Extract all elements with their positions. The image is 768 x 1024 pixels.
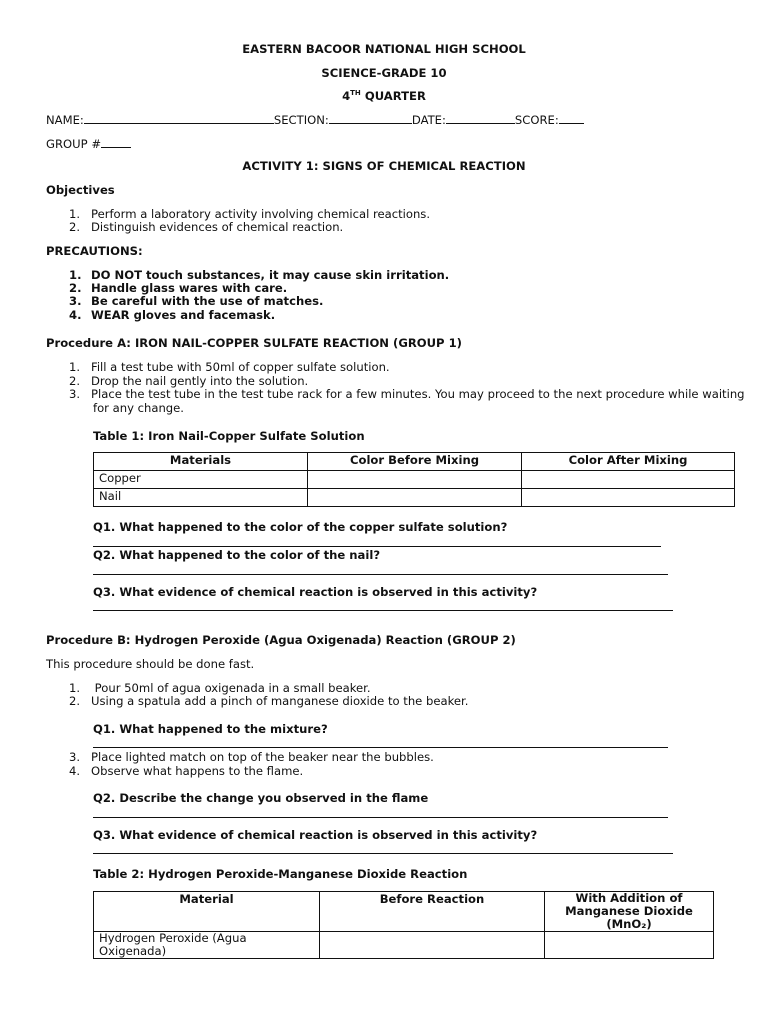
table-header: Color Before Mixing: [308, 453, 522, 471]
procedure-b-question-1: Q1. What happened to the mixture?: [93, 722, 328, 736]
activity-title: ACTIVITY 1: SIGNS OF CHEMICAL REACTION: [242, 159, 526, 173]
procedure-b-step: 4. Observe what happens to the flame.: [69, 764, 304, 778]
table-1-title: Table 1: Iron Nail-Copper Sulfate Solution: [93, 429, 365, 443]
school-name: EASTERN BACOOR NATIONAL HIGH SCHOOL: [242, 42, 526, 56]
table-cell[interactable]: [522, 471, 735, 489]
group-line: [46, 137, 131, 151]
table-cell: Nail: [94, 489, 308, 507]
procedure-a-question-1: Q1. What happened to the color of the copper sulfate solution?: [93, 520, 508, 534]
precaution-item: 4. WEAR gloves and facemask.: [69, 308, 276, 322]
precaution-item: 3. Be careful with the use of matches.: [69, 294, 324, 308]
date-field[interactable]: [446, 113, 515, 124]
table-header: Materials: [94, 453, 308, 471]
procedure-a-question-3: Q3. What evidence of chemical reaction is observed in this activity?: [93, 585, 538, 599]
section-field[interactable]: [329, 113, 412, 124]
name-label: NAME:: [46, 113, 84, 127]
table-header: With Addition of Manganese Dioxide (MnO₂): [545, 892, 714, 932]
subject-grade: SCIENCE-GRADE 10: [321, 66, 447, 80]
quarter-title: [0, 89, 768, 103]
procedure-b-step: 2. Using a spatula add a pinch of manganese dioxide to the beaker.: [69, 694, 469, 708]
procedure-a-question-2: Q2. What happened to the color of the nail?: [93, 548, 381, 562]
table-row: [94, 471, 735, 489]
precautions-heading: PRECAUTIONS:: [46, 244, 143, 258]
student-info-line: [46, 113, 584, 127]
table-cell[interactable]: [320, 932, 545, 959]
procedure-a-step-continued: for any change.: [93, 401, 184, 415]
table-2-title: Table 2: Hydrogen Peroxide-Manganese Dioxide Reaction: [93, 867, 468, 881]
table-2: [93, 891, 714, 959]
procedure-a-step: 3. Place the test tube in the test tube rack for a few minutes. You may proceed to the next procedure while waiting: [69, 387, 745, 401]
quarter-word: QUARTER: [364, 89, 426, 103]
procedure-b-step: 3. Place lighted match on top of the beaker near the bubbles.: [69, 750, 434, 764]
date-label: DATE:: [411, 113, 446, 127]
procedure-b-heading: Procedure B: Hydrogen Peroxide (Agua Oxigenada) Reaction (GROUP 2): [46, 633, 516, 647]
section-label: SECTION:: [273, 113, 329, 127]
table-cell[interactable]: [308, 471, 522, 489]
table-cell[interactable]: [522, 489, 735, 507]
answer-line[interactable]: [93, 747, 668, 748]
answer-line[interactable]: [93, 610, 673, 611]
score-label: SCORE:: [514, 113, 559, 127]
table-cell[interactable]: [308, 489, 522, 507]
procedure-a-heading: Procedure A: IRON NAIL-COPPER SULFATE REACTION (GROUP 1): [46, 336, 462, 350]
name-field[interactable]: [84, 113, 274, 124]
precaution-item: 1. DO NOT touch substances, it may cause skin irritation.: [69, 268, 450, 282]
table-cell: Hydrogen Peroxide (Agua Oxigenada): [94, 932, 320, 959]
table-header: Material: [94, 892, 320, 932]
table-header: Color After Mixing: [522, 453, 735, 471]
answer-line[interactable]: [93, 574, 668, 575]
quarter-number: 4: [342, 89, 351, 103]
procedure-b-question-3: Q3. What evidence of chemical reaction is observed in this activity?: [93, 828, 538, 842]
score-field[interactable]: [559, 113, 584, 124]
answer-line[interactable]: [93, 853, 673, 854]
quarter-suffix: TH: [350, 89, 361, 98]
objective-item: 2. Distinguish evidences of chemical reaction.: [69, 220, 344, 234]
procedure-b-step: 1. Pour 50ml of agua oxigenada in a small beaker.: [69, 681, 371, 695]
answer-line[interactable]: [93, 546, 661, 547]
table-header: Before Reaction: [320, 892, 545, 932]
procedure-b-note: This procedure should be done fast.: [46, 657, 255, 671]
procedure-a-step: 2. Drop the nail gently into the solution.: [69, 374, 309, 388]
table-cell[interactable]: [545, 932, 714, 959]
precaution-item: 2. Handle glass wares with care.: [69, 281, 288, 295]
group-label: GROUP #: [46, 137, 102, 151]
procedure-b-question-2: Q2. Describe the change you observed in the flame: [93, 791, 429, 805]
answer-line[interactable]: [93, 817, 668, 818]
table-row: [94, 932, 714, 959]
procedure-a-step: 1. Fill a test tube with 50ml of copper sulfate solution.: [69, 360, 390, 374]
table-cell: Copper: [94, 471, 308, 489]
objectives-heading: Objectives: [46, 183, 115, 197]
objective-item: 1. Perform a laboratory activity involving chemical reactions.: [69, 207, 431, 221]
table-row: [94, 489, 735, 507]
table-1: [93, 452, 735, 507]
group-field[interactable]: [101, 137, 131, 148]
